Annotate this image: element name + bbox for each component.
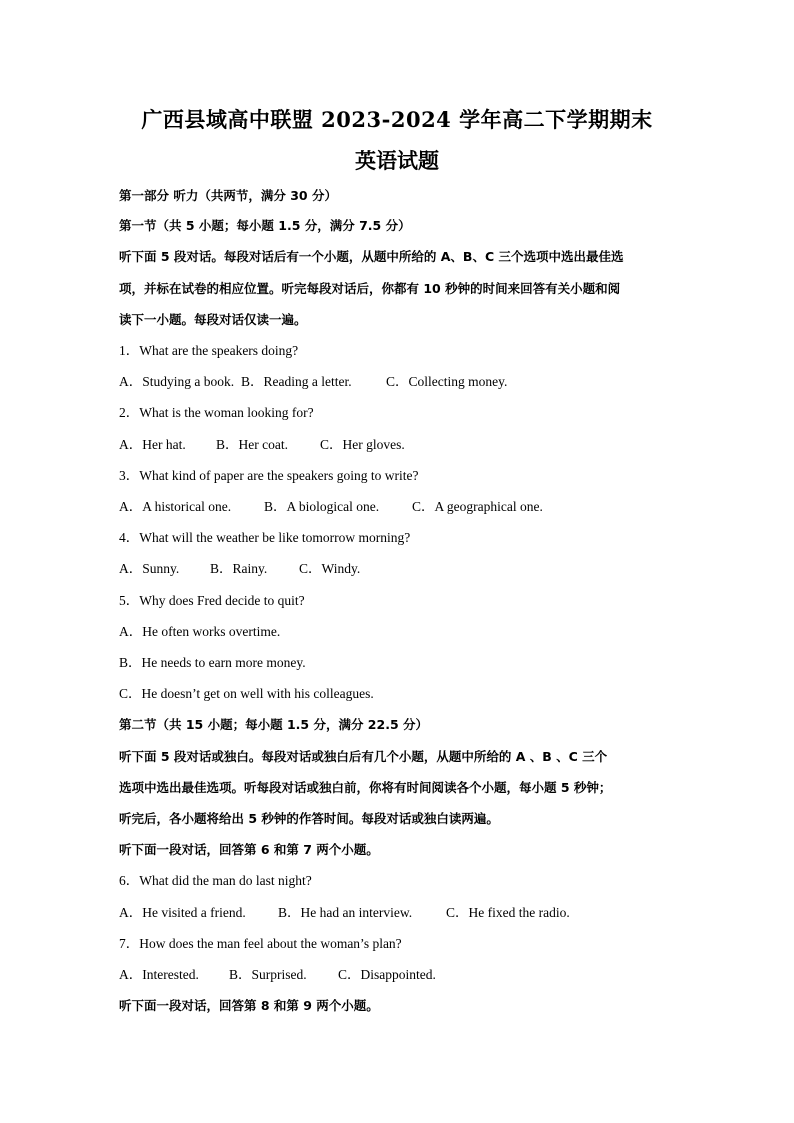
option-c: C．Disappointed. [338,967,436,982]
option-c: C．Windy. [299,561,361,576]
part1-heading: 第一部分 听力（共两节，满分 30 分） [119,188,337,203]
section1-instruction-line: 读下一小题。每段对话仅读一遍。 [119,312,307,327]
option-b: B．Rainy. [210,561,268,576]
section1-instruction-line: 听下面 5 段对话。每段对话后有一个小题，从题中所给的 A、B、C 三个选项中选出最佳选 [119,249,624,264]
section1-instruction-line: 项，并标在试卷的相应位置。听完每段对话后，你都有 10 秒钟的时间来回答有关小题和阅 [119,281,621,296]
option-b: B．He had an interview. [278,905,413,920]
question-options [119,435,679,455]
section2-heading: 第二节（共 15 小题；每小题 1.5 分，满分 22.5 分） [119,717,428,732]
option-b: B．A biological one. [264,499,380,514]
option-c: C．Her gloves. [320,437,405,452]
section2-instruction-line: 选项中选出最佳选项。听每段对话或独白前，你将有时间阅读各个小题，每小题 5 秒钟； [119,780,612,795]
section2-instruction-line: 听完后，各小题将给出 5 秒钟的作答时间。每段对话或独白读两遍。 [119,811,499,826]
option-a: A．He visited a friend. [119,905,246,920]
question-stem: 1．What are the speakers doing? [119,343,299,358]
option-a: A．A historical one. [119,499,232,514]
question-stem: 2．What is the woman looking for? [119,405,314,420]
option-a: A．Studying a book. [119,374,235,389]
question-options [119,965,679,985]
option-c: C．A geographical one. [412,499,543,514]
option-b: B．Her coat. [216,437,288,452]
option-c: C．Collecting money. [386,374,508,389]
option-a: A．Interested. [119,967,199,982]
option-b: B．He needs to earn more money. [119,655,306,670]
option-a: A．Her hat. [119,437,186,452]
option-c: C．He fixed the radio. [446,905,570,920]
question-stem: 5．Why does Fred decide to quit? [119,593,305,608]
option-b: B．Surprised. [229,967,307,982]
question-options [119,497,679,517]
question-options [119,372,679,392]
question-group-heading: 听下面一段对话，回答第 6 和第 7 两个小题。 [119,842,379,857]
question-stem: 7．How does the man feel about the woman’s plan? [119,936,402,951]
option-a: A．Sunny. [119,561,180,576]
exam-title: 广西县域高中联盟 2023-2024 学年高二下学期期末 [141,107,653,132]
section2-instruction-line: 听下面 5 段对话或独白。每段对话或独白后有几个小题，从题中所给的 A 、B 、C 三个 [119,749,608,764]
question-group-heading: 听下面一段对话，回答第 8 和第 9 两个小题。 [119,998,379,1013]
option-c: C．He doesn’t get on well with his colleagues. [119,686,374,701]
option-a: A．He often works overtime. [119,624,281,639]
option-b: B．Reading a letter. [241,374,352,389]
question-stem: 3．What kind of paper are the speakers going to write? [119,468,419,483]
exam-subtitle: 英语试题 [355,148,439,173]
question-stem: 4．What will the weather be like tomorrow morning? [119,530,411,545]
question-options [119,559,679,579]
question-stem: 6．What did the man do last night? [119,873,312,888]
section1-heading: 第一节（共 5 小题；每小题 1.5 分，满分 7.5 分） [119,218,411,233]
question-options [119,903,679,923]
